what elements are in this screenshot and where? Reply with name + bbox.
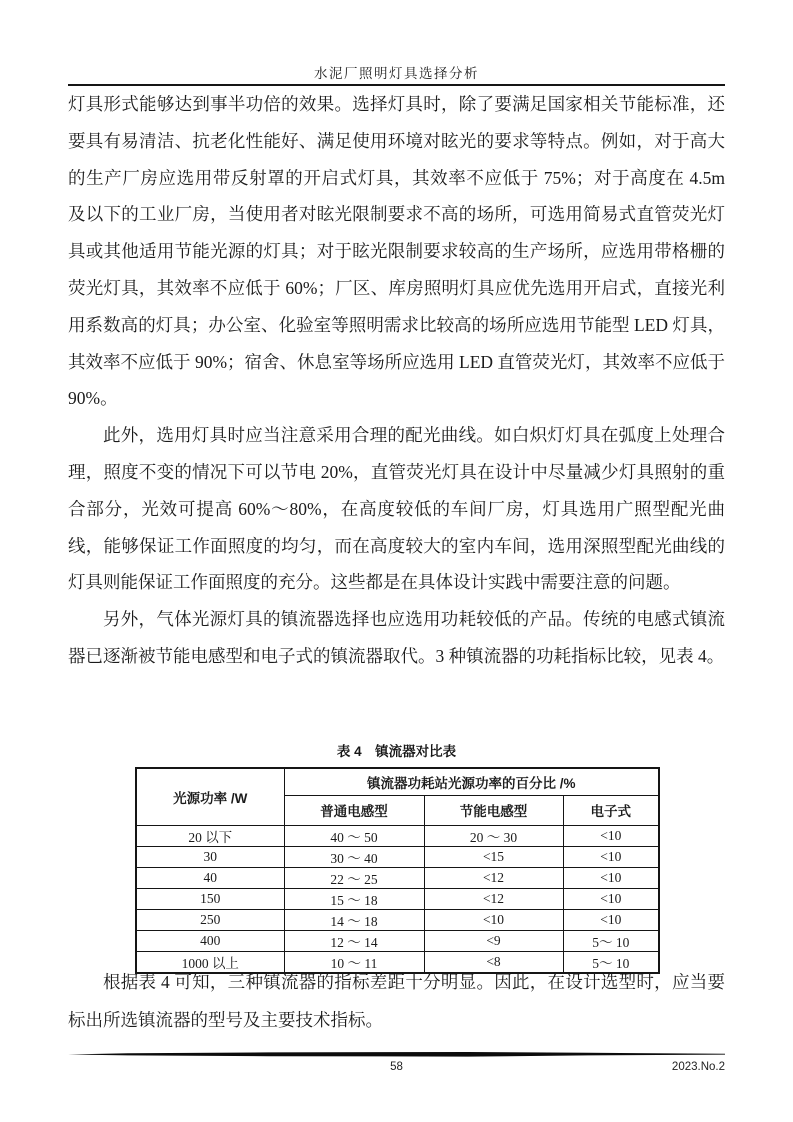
table-cell: <8 [424, 951, 563, 973]
table-cell: <15 [424, 846, 563, 867]
table-caption: 表 4 镇流器对比表 [336, 744, 457, 759]
table-cell: 22 ～ 25 [284, 867, 424, 888]
table-cell: 14 ～ 18 [284, 909, 424, 930]
paragraph-1: 灯具形式能够达到事半功倍的效果。选择灯具时，除了要满足国家相关节能标准，还要具有易清洁、抗老化性能好、满足使用环境对眩光的要求等特点。例如，对于高大的生产厂房应选用带反射罩的开启式灯具，其效率不应低于 75%；对于高度在 4.5m 及以下的工业厂房，当使用者对眩光限制要求不高的场所，可选用简易式直管荧光灯具或其他适用节能光源的灯具；对于眩光限制要求较高的生产场所，应选用带格栅的荧光灯具，其效率不应低于 60%；厂区、库房照明灯具应优先选用开启式，直接光利用系数高的灯具；办公室、化验室等照明需求比较高的场所应选用节能型 LED 灯具，其效率不应低于 90%；宿舍、休息室等场所应选用 LED 直管荧光灯，其效率不应低于 90%。 [68, 94, 725, 409]
page-header-title: 水泥厂照明灯具选择分析 [314, 66, 479, 81]
table-cell: 20 ～ 30 [424, 825, 563, 846]
table-row [136, 867, 659, 888]
table-cell: 40 [136, 867, 284, 888]
footer-page-number: 58 [390, 1061, 403, 1073]
table-cell: 5～ 10 [563, 930, 659, 951]
table-cell: 15 ～ 18 [284, 888, 424, 909]
table-cell: <12 [424, 867, 563, 888]
table-cell: 400 [136, 930, 284, 951]
footer-rule [68, 1052, 725, 1057]
table-cell: 40 ～ 50 [284, 825, 424, 846]
column-header-electronic: 电子式 [563, 795, 659, 825]
paragraph-2: 此外，选用灯具时应当注意采用合理的配光曲线。如白炽灯灯具在弧度上处理合理，照度不变的情况下可以节电 20%，直管荧光灯具在设计中尽量减少灯具照射的重合部分，光效可提高 60%～80%，在高度较低的车间厂房，灯具选用广照型配光曲线，能够保证工作面照度的均匀，而在高度较大的室内车间，选用深照型配光曲线的灯具则能保证工作面照度的充分。这些都是在具体设计实践中需要注意的问题。 [68, 425, 725, 593]
closing-text [68, 963, 725, 1039]
paragraph-4: 根据表 4 可知，三种镇流器的指标差距十分明显。因此，在设计选型时，应当要标出所选镇流器的型号及主要技术指标。 [68, 972, 725, 1030]
table-cell: 1000 以上 [136, 951, 284, 973]
table-cell: <10 [563, 888, 659, 909]
table-cell: 30 [136, 846, 284, 867]
table-cell: 30 ～ 40 [284, 846, 424, 867]
table-cell: <12 [424, 888, 563, 909]
table-cell: 250 [136, 909, 284, 930]
table-row [136, 888, 659, 909]
table-cell: <9 [424, 930, 563, 951]
table-row [136, 909, 659, 930]
table-cell: <10 [563, 825, 659, 846]
table-cell: 12 ～ 14 [284, 930, 424, 951]
table-cell: 10 ～ 11 [284, 951, 424, 973]
column-header-energysaving-inductive: 节能电感型 [424, 795, 563, 825]
column-header-power: 光源功率 /W [136, 768, 284, 825]
table-header-row-1 [136, 768, 659, 795]
table-cell: <10 [424, 909, 563, 930]
table-row [136, 825, 659, 846]
ballast-comparison-table [135, 767, 660, 974]
table-cell: <10 [563, 867, 659, 888]
column-header-group: 镇流器功耗站光源功率的百分比 /% [284, 768, 659, 795]
table-cell: 5～ 10 [563, 951, 659, 973]
column-header-ordinary-inductive: 普通电感型 [284, 795, 424, 825]
footer-issue-label: 2023.No.2 [671, 1061, 725, 1073]
table-cell: <10 [563, 909, 659, 930]
table-row [136, 930, 659, 951]
body-text [68, 86, 725, 675]
table-row [136, 846, 659, 867]
table-cell: <10 [563, 846, 659, 867]
table-cell: 20 以下 [136, 825, 284, 846]
paragraph-3: 另外，气体光源灯具的镇流器选择也应选用功耗较低的产品。传统的电感式镇流器已逐渐被节能电感型和电子式的镇流器取代。3 种镇流器的功耗指标比较，见表 4。 [68, 609, 725, 666]
table-cell: 150 [136, 888, 284, 909]
